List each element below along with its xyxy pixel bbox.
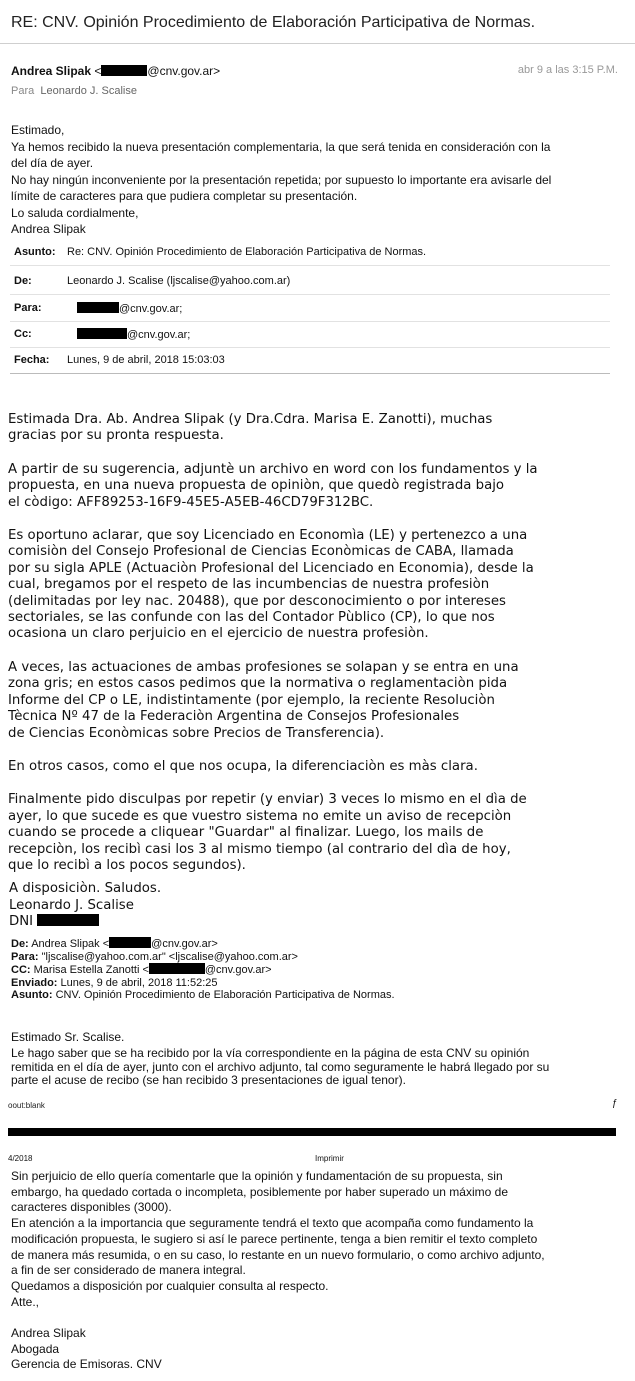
forward-line: caracteres disponibles (3000). [11, 1200, 172, 1215]
divider [0, 43, 635, 44]
forward-line [11, 1310, 621, 1326]
header-value: @cnv.gov.ar; [77, 302, 182, 315]
header-row [10, 323, 610, 348]
forward-line: parte el acuse de recibo (se han recibido 3 presentaciones de igual tenor). [11, 1073, 406, 1088]
reply-line: del día de ayer. [11, 156, 94, 170]
sender-name: Andrea Slipak [11, 64, 92, 78]
header-value: Lunes, 9 de abril, 2018 15:03:03 [67, 354, 225, 366]
paragraph: En otros casos, como el que nos ocupa, la diferenciaciòn es màs clara. [8, 758, 478, 774]
to-label: Para [11, 85, 35, 97]
forward-line: a fin de ser considerado de manera integral. [11, 1263, 246, 1278]
redaction [149, 963, 205, 974]
print-date: 4/2018 [8, 1154, 33, 1163]
signature [9, 881, 161, 931]
reply-line: límite de caracteres para que pudiera completar su presentación. [11, 189, 358, 203]
reply-line: Andrea Slipak [11, 222, 86, 236]
header-value: Leonardo J. Scalise (ljscalise@yahoo.com.ar) [67, 275, 291, 287]
paragraph: Finalmente pido disculpas por repetir (y enviar) 3 veces lo mismo en el dìa de ayer, lo que sucede es que vuestro sistema no emite un aviso de recepciòn cuando se procede a cliquear "Guardar" al finalizar. Luego, los mails de recepciòn, los recibì casi los 3 al mismo tiempo (al contrario del dìa de hoy, que lo recibì a los pocos segundos). [8, 792, 527, 873]
forward-line: En atención a la importancia que seguramente tendrá el texto que acompaña como fundamento la [11, 1216, 534, 1231]
reply-body [11, 122, 623, 238]
page-marker: ƒ [612, 1098, 618, 1109]
forward-line: modificación propuesta, le sugiero si así le parece pertinente, tenga a bien remitir el texto completo [11, 1231, 538, 1246]
forward-header-row: Para: "ljscalise@yahoo.com.ar" <ljscalise@yahoo.com.ar> [11, 950, 298, 963]
forward-line: Gerencia de Emisoras. CNV [11, 1357, 162, 1372]
header-value: @cnv.gov.ar; [77, 328, 190, 341]
header-key: Para: [14, 302, 42, 314]
redaction [77, 302, 119, 313]
forwarded-body-continued [11, 1169, 621, 1373]
redaction [37, 914, 99, 926]
reply-line: Ya hemos recibido la nueva presentación complementaria, la que será tenida en consideración con la [11, 139, 551, 154]
forward-line: Le hago saber que se ha recibido por la vía correspondiente en la página de esta CNV su opinión [11, 1045, 530, 1060]
header-key: Asunto: [14, 246, 56, 258]
paragraph: Es oportuno aclarar, que soy Licenciado en Economìa (LE) y pertenezco a una comisiòn del Consejo Profesional de Ciencias Econòmicas de CABA, llamada por su sigla APLE (Actuaciòn Profesional del Licenciado en Economia), desde la cual, bregamos por el respeto de las incumbencias de nuestra profesiòn (delimitadas por ley nac. 20488), que por desconocimiento o por intereses sectoriales, se las confunde con las del Contador Pùblico (CP), lo que nos ocasiona un claro perjuicio en el ejercicio de nuestra profesiòn. [8, 528, 534, 642]
reply-line: Estimado, [11, 123, 65, 137]
header-row [10, 297, 610, 322]
to-name[interactable]: Leonardo J. Scalise [40, 85, 137, 97]
paragraph: Estimada Dra. Ab. Andrea Slipak (y Dra.Cdra. Marisa E. Zanotti), muchas gracias por su pronta respuesta. [8, 412, 493, 444]
reply-line: Lo saluda cordialmente, [11, 205, 139, 220]
forward-header-row: Asunto: CNV. Opinión Procedimiento de Elaboración Participativa de Normas. [11, 989, 395, 1001]
header-key: Cc: [14, 328, 32, 340]
signature-name: Leonardo J. Scalise [9, 897, 134, 913]
page-break-bar [8, 1128, 616, 1136]
forwarded-body [11, 1031, 611, 1088]
sender[interactable] [11, 64, 220, 78]
forward-line: Sin perjuicio de ello quería comentarle que la opinión y fundamentación de su propuesta, sin [11, 1169, 503, 1183]
forward-line: embargo, ha quedado cortada o incompleta, posiblemente por haber superado un máximo de [11, 1184, 508, 1199]
signature-dni: DNI [9, 914, 161, 931]
signature-line: A disposiciòn. Saludos. [9, 881, 162, 896]
forward-header-row: Enviado: Lunes, 9 de abril, 2018 11:52:25 [11, 976, 218, 989]
forward-line: Quedamos a disposición por cualquier consulta al respecto. [11, 1278, 329, 1293]
header-value: Re: CNV. Opinión Procedimiento de Elaboración Participativa de Normas. [67, 246, 427, 258]
forward-header-row: CC: Marisa Estella Zanotti < @cnv.gov.ar> [11, 964, 272, 976]
redaction [101, 65, 147, 76]
forward-line: Andrea Slipak [11, 1326, 86, 1341]
forward-header-row: De: Andrea Slipak < @cnv.gov.ar> [11, 938, 218, 950]
sender-email: < @cnv.gov.ar> [94, 64, 221, 78]
forward-line: Abogada [11, 1341, 60, 1356]
forwarded-headers [11, 937, 395, 1002]
print-url: oout:blank [8, 1101, 45, 1110]
forward-line: remitida en el día de ayer, junto con el archivo adjunto, tal como seguramente le habrá llegado por su [11, 1059, 550, 1074]
header-key: De: [14, 275, 32, 287]
print-label: Imprimir [315, 1154, 344, 1163]
message-body [8, 412, 620, 891]
header-row [10, 241, 610, 266]
header-key: Fecha: [14, 354, 50, 366]
redaction [77, 328, 127, 339]
reply-line: No hay ningún inconveniente por la presentación repetida; por supuesto lo importante era avisarle del [11, 172, 552, 187]
paragraph: A veces, las actuaciones de ambas profesiones se solapan y se entra en una zona gris; en estos casos pedimos que la normativa o reglamentaciòn pida Informe del CP o LE, indistintamente (por ejemplo, la reciente Resoluciòn Tècnica Nº 47 de la Federaciòn Argentina de Consejos Profesionales de Ciencias Econòmicas sobre Precios de Transferencia). [8, 659, 519, 741]
email-subject: RE: CNV. Opinión Procedimiento de Elaboración Participativa de Normas. [11, 14, 536, 31]
header-row [10, 270, 610, 295]
paragraph: A partir de su sugerencia, adjuntè un archivo en word con los fundamentos y la propuesta, en una nueva propuesta de opiniòn, que quedò registrada bajo el còdigo: AFF89253-16F9-45E5-A5EB-46CD79F312BC. [8, 461, 538, 510]
redaction [109, 937, 151, 948]
forward-line: de manera más resumida, o en su caso, lo restante en un nuevo formulario, o como archivo adjunto, [11, 1247, 545, 1262]
email-date: abr 9 a las 3:15 P.M. [517, 64, 618, 76]
forward-line: Atte., [11, 1294, 40, 1309]
header-row [10, 349, 610, 374]
forward-line: Estimado Sr. Scalise. [11, 1030, 125, 1044]
recipient-line [11, 85, 137, 97]
